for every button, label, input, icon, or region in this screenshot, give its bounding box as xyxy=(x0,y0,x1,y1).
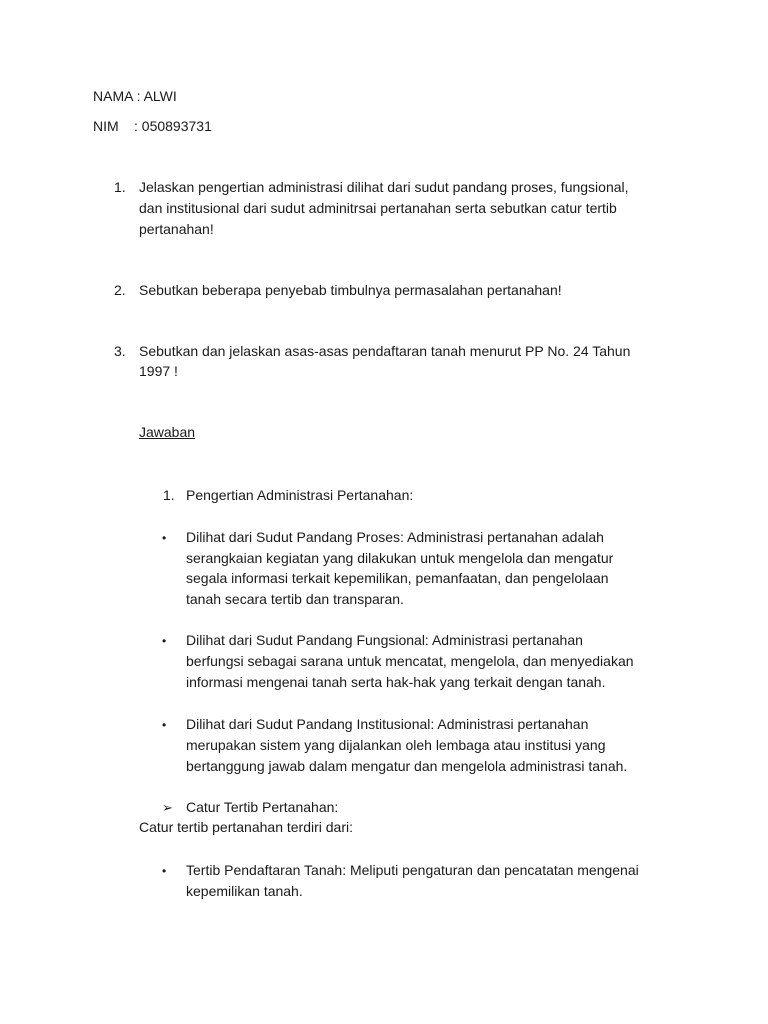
bullet-icon: • xyxy=(162,634,167,648)
bullet-proses-line: segala informasi terkait kepemilikan, pemanfaatan, dan pengelolaan xyxy=(186,570,609,586)
question-2-line: Sebutkan beberapa penyebab timbulnya permasalahan pertanahan! xyxy=(139,282,562,298)
bullet-institusional-line: bertanggung jawab dalam mengatur dan mengelola administrasi tanah. xyxy=(186,758,628,774)
bullet-proses-line: Dilihat dari Sudut Pandang Proses: Administrasi pertanahan adalah xyxy=(186,529,604,545)
catur-bullet-line: Tertib Pendaftaran Tanah: Meliputi pengaturan dan pencatatan mengenai xyxy=(186,862,639,878)
student-name: NAMA : ALWI xyxy=(93,88,177,104)
answer-item-1-title: Pengertian Administrasi Pertanahan: xyxy=(186,487,414,503)
question-3-line: Sebutkan dan jelaskan asas-asas pendaftaran tanah menurut PP No. 24 Tahun xyxy=(139,343,631,359)
bullet-fungsional-line: Dilihat dari Sudut Pandang Fungsional: Administrasi pertanahan xyxy=(186,632,583,648)
question-2-number: 2. xyxy=(114,282,126,298)
student-nim-label: NIM xyxy=(93,118,119,134)
question-1-line: pertanahan! xyxy=(139,221,214,237)
question-1-number: 1. xyxy=(114,179,126,195)
answer-heading: Jawaban xyxy=(139,424,196,440)
bullet-institusional-line: Dilihat dari Sudut Pandang Institusional: Administrasi pertanahan xyxy=(186,716,589,732)
arrow-bullet-icon: ➢ xyxy=(162,800,173,815)
bullet-institusional-line: merupakan sistem yang dijalankan oleh lembaga atau institusi yang xyxy=(186,737,606,753)
bullet-proses-line: serangkaian kegiatan yang dilakukan untuk mengelola dan mengatur xyxy=(186,550,614,566)
bullet-icon: • xyxy=(162,864,167,878)
student-nim-value: : 050893731 xyxy=(134,118,212,134)
bullet-fungsional-line: informasi mengenai tanah serta hak-hak yang terkait dengan tanah. xyxy=(186,674,606,690)
catur-title: Catur Tertib Pertanahan: xyxy=(186,799,339,815)
question-3-line: 1997 ! xyxy=(139,363,178,379)
catur-bullet-line: kepemilikan tanah. xyxy=(186,883,303,899)
question-1-line: dan institusional dari sudut adminitrsai pertanahan serta sebutkan catur tertib xyxy=(139,200,617,216)
bullet-fungsional-line: berfungsi sebagai sarana untuk mencatat, mengelola, dan menyediakan xyxy=(186,653,634,669)
answer-item-1-number: 1. xyxy=(163,487,175,503)
bullet-proses-line: tanah secara tertib dan transparan. xyxy=(186,591,404,607)
question-3-number: 3. xyxy=(114,343,126,359)
catur-intro: Catur tertib pertanahan terdiri dari: xyxy=(139,819,353,835)
bullet-icon: • xyxy=(162,718,167,732)
bullet-icon: • xyxy=(162,531,167,545)
question-1-line: Jelaskan pengertian administrasi dilihat dari sudut pandang proses, fungsional, xyxy=(139,179,629,195)
